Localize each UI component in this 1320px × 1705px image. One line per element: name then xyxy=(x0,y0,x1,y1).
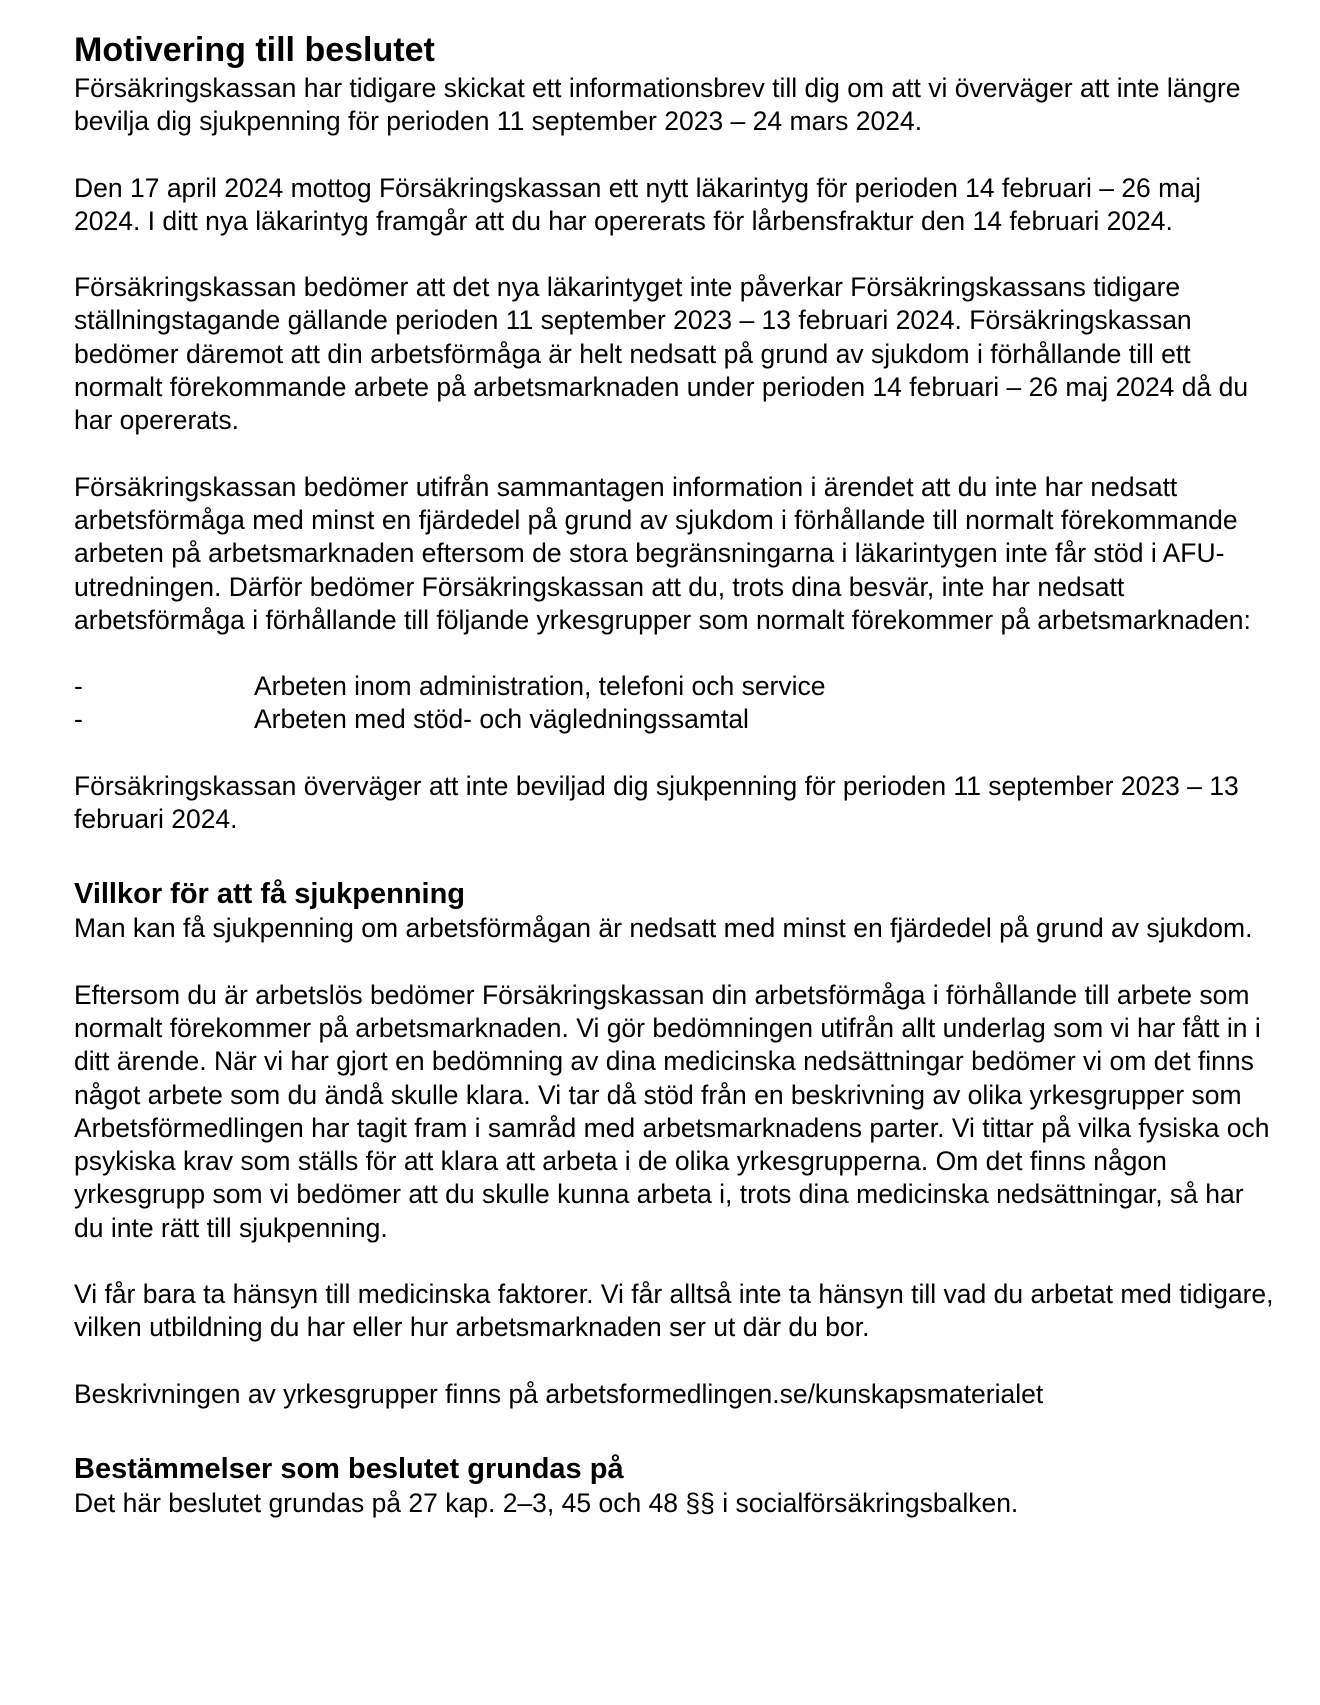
paragraph-consideration: Försäkringskassan överväger att inte beviljad dig sjukpenning för perioden 11 september 2023 – 13 februari 2024. xyxy=(74,770,1239,835)
list-item-text: Arbeten inom administration, telefoni och service xyxy=(254,671,826,702)
paragraph-gap xyxy=(74,1345,1274,1378)
paragraph-medical-factors: Vi får bara ta hänsyn till medicinska faktorer. Vi får alltså inte ta hänsyn till vad du arbetat med tidigare, vilken utbildning du har eller hur arbetsmarknaden ser ut där du bor. xyxy=(74,1279,1274,1343)
section-heading-villkor: Villkor för att få sjukpenning xyxy=(74,878,466,911)
section-heading-bestammelser: Bestämmelser som beslutet grundas på xyxy=(74,1452,624,1485)
list-item xyxy=(74,703,1274,736)
paragraph-gap xyxy=(74,946,1274,979)
list-dash-marker: - xyxy=(74,704,83,735)
paragraph-unemployed-assessment: Eftersom du är arbetslös bedömer Försäkringskassan din arbetsförmåga i förhållande till arbete som normalt förekommer på arbetsmarknaden. Vi gör bedömningen utifrån allt underlag som vi har fått in i ditt ärende. När vi har gjort en bedömning av dina medicinska nedsättningar bedömer vi om det finns något arbete som du ändå skulle klara. Vi tar då stöd från en beskrivning av olika yrkesgrupper som Arbetsförmedlingen har tagit fram i samråd med arbetsmarknadens parter. Vi tittar på vilka fysiska och psykiska krav som ställs för att klara att arbeta i de olika yrkesgrupperna. Om det finns någon yrkesgrupp som vi bedömer att du skulle kunna arbeta i, trots dina medicinska nedsättningar, så har du inte rätt till sjukpenning. xyxy=(74,979,1270,1243)
list-item-text: Arbeten med stöd- och vägledningssamtal xyxy=(254,704,749,735)
paragraph-gap xyxy=(74,737,1274,770)
paragraph-sickness-benefit-condition: Man kan få sjukpenning om arbetsförmågan är nedsatt med minst en fjärdedel på grund av sjukdom. xyxy=(74,913,1253,944)
paragraph-gap xyxy=(74,139,1274,172)
paragraph-occupation-description-link: Beskrivningen av yrkesgrupper finns på arbetsformedlingen.se/kunskapsmaterialet xyxy=(74,1378,1044,1409)
paragraph-information-letter: Försäkringskassan har tidigare skickat ett informationsbrev till dig om att vi överväger att inte längre bevilja dig sjukpenning för perioden 11 september 2023 – 24 mars 2024. xyxy=(74,73,1241,137)
occupation-group-list xyxy=(74,670,1274,737)
paragraph-gap xyxy=(74,238,1274,271)
paragraph-new-medical-certificate: Den 17 april 2024 mottog Försäkringskassan ett nytt läkarintyg för perioden 14 februari – 26 maj 2024. I ditt nya läkarintyg framgår att du har opererats för lårbensfraktur den 14 februari 2024. xyxy=(74,172,1201,236)
paragraph-assessment-periods: Försäkringskassan bedömer att det nya läkarintyget inte påverkar Försäkringskassans tidigare ställningstagande gällande perioden 11 september 2023 – 13 februari 2024. Försäkringskassan bedömer däremot att din arbetsförmåga är helt nedsatt på grund av sjukdom i förhållande till ett normalt förekommande arbete på arbetsmarknaden under perioden 14 februari – 26 maj 2024 då du har opererats. xyxy=(74,272,1249,436)
document-page xyxy=(74,30,1274,1520)
paragraph-gap xyxy=(74,1245,1274,1278)
section-gap xyxy=(74,1411,1274,1451)
list-dash-marker: - xyxy=(74,671,83,702)
paragraph-legal-basis: Det här beslutet grundas på 27 kap. 2–3, 45 och 48 §§ i socialförsäkringsbalken. xyxy=(74,1487,1019,1518)
paragraph-gap xyxy=(74,637,1274,670)
section-heading-motivering: Motivering till beslutet xyxy=(74,31,435,69)
paragraph-gap xyxy=(74,438,1274,471)
section-gap xyxy=(74,836,1274,876)
list-item xyxy=(74,670,1274,703)
paragraph-work-capacity-assessment: Försäkringskassan bedömer utifrån sammantagen information i ärendet att du inte har nedsatt arbetsförmåga med minst en fjärdedel på grund av sjukdom i förhållande till normalt förekommande arbeten på arbetsmarknaden eftersom de stora begränsningarna i läkarintygen inte får stöd i AFU-utredningen. Därför bedömer Försäkringskassan att du, trots dina besvär, inte har nedsatt arbetsförmåga i förhållande till följande yrkesgrupper som normalt förekommer på arbetsmarknaden: xyxy=(74,471,1251,635)
